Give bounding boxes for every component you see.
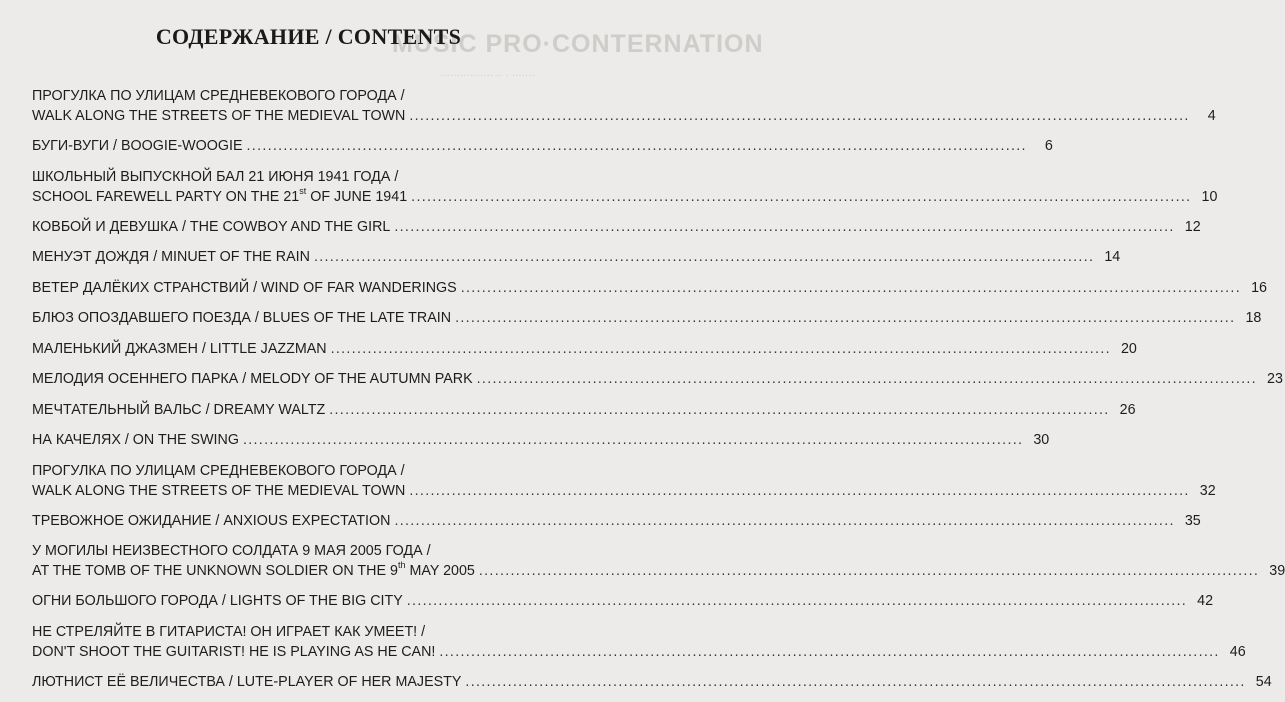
toc-line [32, 511, 1201, 531]
toc-entry[interactable] [32, 247, 1121, 267]
toc-line-russian [32, 461, 592, 481]
toc-entry[interactable] [32, 136, 1053, 156]
toc-line [32, 369, 1283, 389]
dot-leader [461, 278, 1241, 298]
page-number: 20 [1120, 340, 1137, 357]
toc-title: ТРЕВОЖНОЕ ОЖИДАНИЕ / ANXIOUS EXPECTATION [32, 512, 391, 529]
toc-title: МЕНУЭТ ДОЖДЯ / MINUET OF THE RAIN [32, 249, 310, 265]
toc-line [32, 308, 1262, 328]
dot-leader [407, 591, 1187, 611]
toc-title: WALK ALONG THE STREETS OF THE MEDIEVAL TOWN [32, 108, 406, 124]
dot-leader [477, 369, 1257, 389]
toc-line-russian [32, 167, 592, 187]
toc-entry[interactable] [32, 217, 1201, 237]
dot-leader [394, 217, 1174, 237]
dot-leader [243, 430, 1023, 450]
toc-line-english [32, 642, 1246, 662]
page-number: 54 [1255, 673, 1272, 690]
page-number: 46 [1229, 643, 1246, 660]
dot-leader [329, 400, 1109, 420]
toc-title: МАЛЕНЬКИЙ ДЖАЗМЕН / LITTLE JAZZMAN [32, 340, 327, 357]
page-number: 39 [1269, 563, 1285, 579]
page-number: 35 [1184, 512, 1201, 529]
toc-entry[interactable] [32, 511, 1201, 531]
toc-title: ВЕТЕР ДАЛЁКИХ СТРАНСТВИЙ / WIND OF FAR WANDERINGS [32, 279, 457, 296]
page-number: 30 [1033, 432, 1050, 448]
toc-line-english [32, 560, 1285, 581]
reverse-page-bleed-through: MUSIC PRO·CONTERNATION ················ ·· · ······· [392, 30, 764, 81]
page-number: 42 [1197, 593, 1214, 609]
table-of-contents [32, 86, 1285, 702]
dot-leader [394, 511, 1174, 531]
toc-entry[interactable] [32, 672, 1272, 692]
toc-title: НА КАЧЕЛЯХ / ON THE SWING [32, 432, 239, 448]
toc-line [32, 339, 1137, 359]
toc-title: КОВБОЙ И ДЕВУШКА / THE COWBOY AND THE GIRL [32, 218, 391, 235]
page-number: 12 [1184, 218, 1201, 235]
dot-leader [331, 339, 1111, 359]
toc-title-russian: НЕ СТРЕЛЯЙТЕ В ГИТАРИСТА! ОН ИГРАЕТ КАК УМЕЕТ! / [32, 623, 426, 640]
page-number: 26 [1119, 401, 1136, 418]
page-number: 23 [1267, 371, 1283, 387]
toc-line [32, 247, 1121, 267]
toc-entry[interactable] [32, 278, 1267, 298]
toc-title: ЛЮТНИСТ ЕЁ ВЕЛИЧЕСТВА / LUTE-PLAYER OF HER MAJESTY [32, 673, 462, 690]
toc-title: БУГИ-ВУГИ / BOOGIE-WOOGIE [32, 138, 243, 154]
toc-line-english [32, 185, 1218, 207]
toc-entry[interactable] [32, 339, 1137, 359]
page-number: 6 [1044, 138, 1053, 154]
toc-line-russian [32, 541, 592, 561]
toc-line-english [32, 481, 1216, 501]
toc-entry[interactable] [32, 461, 1216, 501]
toc-title-russian: ШКОЛЬНЫЙ ВЫПУСКНОЙ БАЛ 21 ИЮНЯ 1941 ГОДА / [32, 168, 399, 185]
toc-title: SCHOOL FAREWELL PARTY ON THE 21st OF JUNE 1941 [32, 185, 408, 205]
toc-title: БЛЮЗ ОПОЗДАВШЕГО ПОЕЗДА / BLUES OF THE LATE TRAIN [32, 310, 452, 326]
page-number: 4 [1207, 108, 1216, 124]
toc-title: МЕЧТАТЕЛЬНЫЙ ВАЛЬС / DREAMY WALTZ [32, 401, 326, 418]
page-number: 10 [1201, 188, 1218, 205]
toc-title-russian: ПРОГУЛКА ПО УЛИЦАМ СРЕДНЕВЕКОВОГО ГОРОДА / [32, 88, 405, 104]
toc-entry[interactable] [32, 430, 1050, 450]
dot-leader [479, 561, 1259, 581]
toc-entry[interactable] [32, 400, 1136, 420]
page-number: 18 [1245, 310, 1262, 326]
toc-entry[interactable] [32, 308, 1262, 328]
page-number: 32 [1199, 482, 1216, 499]
toc-title: WALK ALONG THE STREETS OF THE MEDIEVAL TOWN [32, 482, 406, 499]
toc-line [32, 278, 1267, 298]
toc-title-russian: ПРОГУЛКА ПО УЛИЦАМ СРЕДНЕВЕКОВОГО ГОРОДА / [32, 462, 405, 479]
toc-line [32, 672, 1272, 692]
toc-entry[interactable] [32, 369, 1283, 389]
dot-leader [409, 106, 1189, 126]
toc-line-russian [32, 86, 592, 106]
toc-entry[interactable] [32, 622, 1246, 662]
dot-leader [455, 308, 1235, 328]
page-number: 14 [1104, 249, 1121, 265]
toc-line [32, 591, 1214, 611]
page-title: СОДЕРЖАНИЕ / CONTENTS [155, 24, 462, 49]
toc-line [32, 136, 1053, 156]
toc-line-russian [32, 622, 592, 642]
toc-title-russian: У МОГИЛЫ НЕИЗВЕСТНОГО СОЛДАТА 9 МАЯ 2005 ГОДА / [32, 543, 431, 559]
toc-entry[interactable] [32, 591, 1214, 611]
toc-entry[interactable] [32, 167, 1218, 207]
toc-line-english [32, 106, 1216, 126]
dot-leader [409, 481, 1189, 501]
page-number: 16 [1251, 279, 1267, 296]
toc-entry[interactable] [32, 541, 1285, 581]
dot-leader [411, 187, 1191, 207]
dot-leader [465, 672, 1245, 692]
dot-leader [247, 136, 1027, 156]
toc-line [32, 400, 1136, 420]
toc-title: ОГНИ БОЛЬШОГО ГОРОДА / LIGHTS OF THE BIG CITY [32, 593, 403, 609]
toc-title: DON'T SHOOT THE GUITARIST! HE IS PLAYING AS HE CAN! [32, 643, 436, 660]
toc-title: МЕЛОДИЯ ОСЕННЕГО ПАРКА / MELODY OF THE AUTUMN PARK [32, 371, 473, 387]
toc-title: AT THE TOMB OF THE UNKNOWN SOLDIER ON THE 9th MAY 2005 [32, 560, 475, 579]
dot-leader [439, 642, 1219, 662]
toc-line [32, 430, 1050, 450]
dot-leader [314, 247, 1094, 267]
toc-line [32, 217, 1201, 237]
toc-entry[interactable] [32, 86, 1216, 126]
